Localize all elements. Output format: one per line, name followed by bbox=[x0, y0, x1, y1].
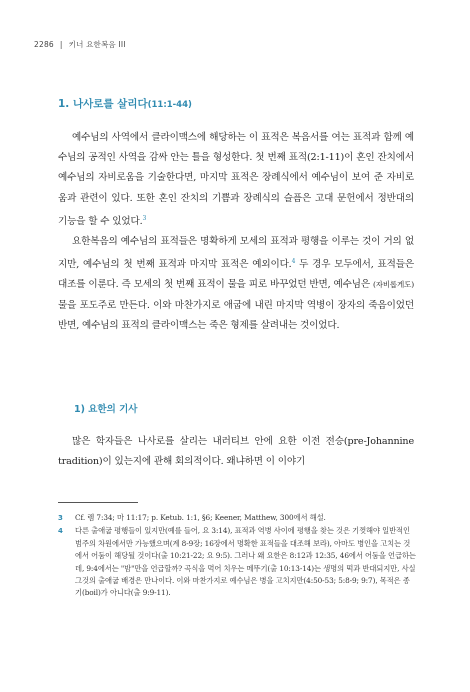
page-number: 2286 bbox=[34, 40, 54, 49]
paragraph-2-aside: (자비롭게도) bbox=[372, 280, 414, 290]
body-text-top bbox=[58, 128, 414, 336]
footnote-4 bbox=[58, 525, 416, 599]
footnote-text: 다른 출애굽 평행들이 있지만(예를 들어, 요 3:14), 표적과 역병 사이에 평행을 찾는 것은 기껏해야 일반적인 범주의 차원에서만 가능했으며(계 8-9장; 16장에서 명확한 표적들을 대조해 보라), 아마도 병인을 고치는 것에서 어둠이 해당될 것이다(출 10:21-22; 요 9:5). 그러나 왜 요한은 8:12과 12:35, 46에서 어둠을 언급하는데, 9:4에서는 "밤"만을 언급할까? 곡식을 먹어 치우는 메뚜기(출 10:13-14)는 생명의 떡과 반대되지만, 사실 그것의 출애굽 배경은 만나이다. 이와 마찬가지로 예수님은 병을 고치지만(4:50-53; 5:8-9; 9:7), 목적은 종기(boil)가 아니다(출 9:9-11). bbox=[75, 526, 416, 598]
footnote-ref-3[interactable]: 3 bbox=[142, 214, 147, 222]
paragraph-1 bbox=[58, 128, 414, 232]
footnote-number: 4 bbox=[58, 527, 63, 536]
section-title bbox=[58, 96, 192, 111]
footnote-divider bbox=[58, 502, 138, 503]
subsection-title: 1) 요한의 기사 bbox=[74, 404, 138, 415]
paragraph-2 bbox=[58, 232, 414, 336]
paragraph-2-text-a: 요한복음의 예수님의 표적들은 명확하게 모세의 표적과 평행을 이루는 것이 거의 없지만, 예수님의 첫 번째 표적과 마지막 표적은 예외이다. bbox=[58, 236, 414, 271]
running-head-separator: | bbox=[59, 40, 63, 49]
section-reference: (11:1-44) bbox=[147, 100, 192, 110]
section-title-text: 1. 나사로를 살리다 bbox=[58, 98, 148, 110]
footnote-number: 3 bbox=[58, 514, 63, 522]
running-head bbox=[34, 39, 126, 50]
footnote-text: Cf. 렘 7:34; 마 11:17; p. Ketub. 1:1, §6; Keener, Matthew, 300에서 해설. bbox=[75, 513, 326, 522]
book-title: 키너 요한복음 III bbox=[68, 40, 126, 49]
footnote-ref-4[interactable]: 4 bbox=[291, 258, 296, 266]
paragraph-2-text-b: 두 경우 모두에서, 표적들은 대조를 이룬다. 즉 모세의 첫 번째 표적이 물을 피로 바꾸었던 반면, 예수님은 bbox=[58, 259, 414, 291]
paragraph-1-text: 예수님의 사역에서 클라이맥스에 해당하는 이 표적은 복음서를 여는 표적과 함께 예수님의 공적인 사역을 감싸 안는 틀을 형성한다. 첫 번째 표적(2:1-11)이 혼인 잔치에서 예수님의 자비로움을 기술한다면, 마지막 표적은 장례식에서 예수님이 보여 준 자비로움과 관련이 있다. 또한 혼인 잔치의 기쁨과 장례식의 슬픔은 고대 문헌에서 정반대의 기능을 할 수 있었다. bbox=[58, 132, 414, 227]
footnotes bbox=[58, 512, 416, 601]
paragraph-3: 많은 학자들은 나사로를 살리는 내러티브 안에 요한 이전 전승(pre-Johannine tradition)이 있는지에 관해 회의적이다. 왜냐하면 이 이야기 bbox=[58, 436, 414, 468]
body-text-bottom bbox=[58, 432, 414, 472]
paragraph-2-text-c: 물을 포도주로 만든다. 이와 마찬가지로 애굽에 내린 마지막 역병이 장자의 죽음이었던 반면, 예수님의 표적의 클라이맥스는 죽은 형제를 살려내는 것이었다. bbox=[58, 299, 414, 331]
footnote-3 bbox=[58, 512, 416, 524]
